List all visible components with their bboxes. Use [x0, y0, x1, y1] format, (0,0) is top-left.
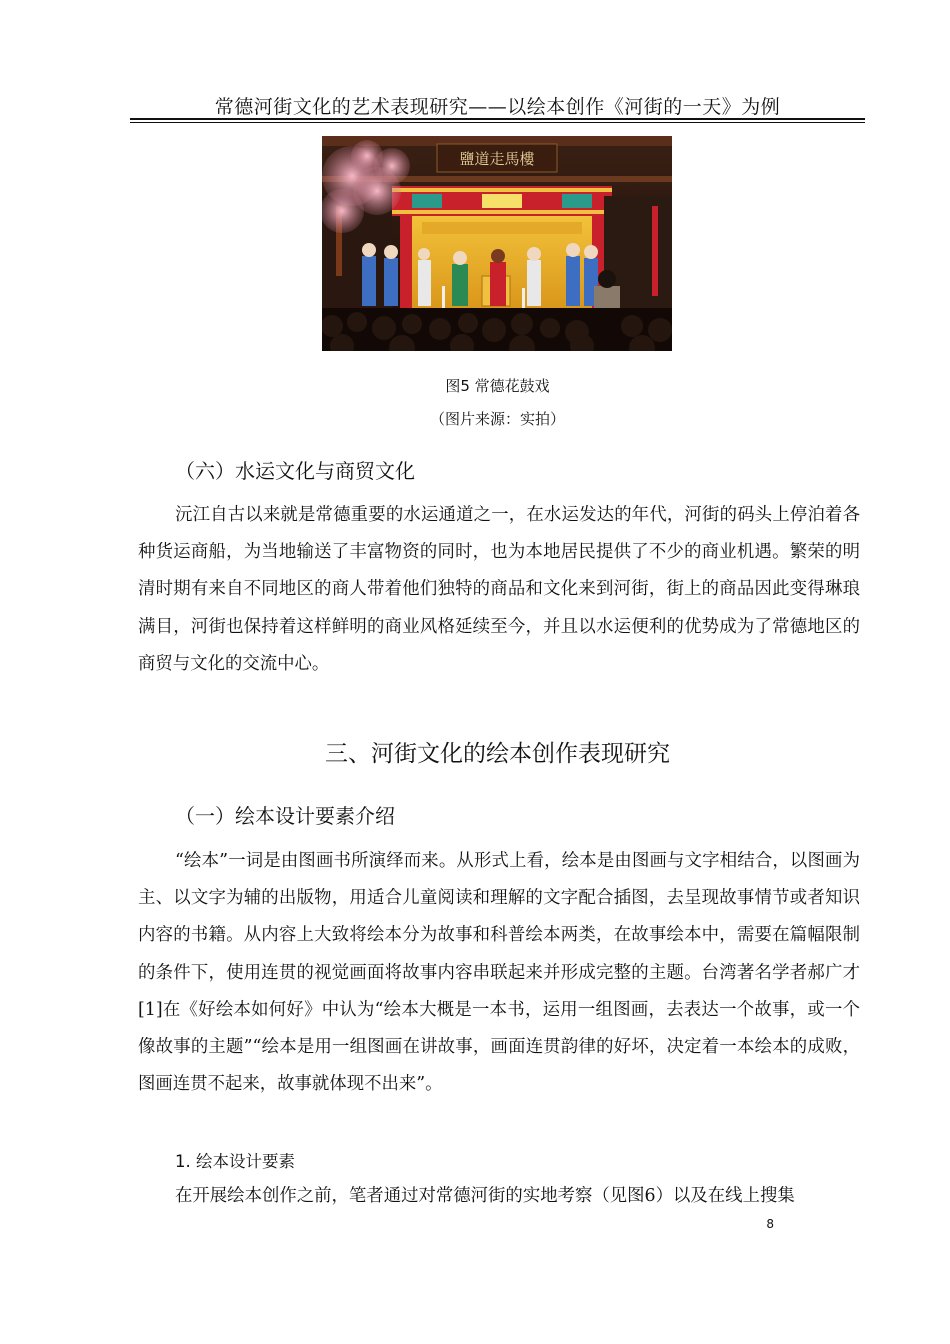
body-paragraph: 在开展绘本创作之前，笔者通过对常德河街的实地考察（见图6）以及在线上搜集	[175, 1186, 795, 1206]
opera-stage-photo	[322, 136, 672, 351]
section-heading-1: （一）绘本设计要素介绍	[175, 804, 395, 828]
running-header: 常德河街文化的艺术表现研究——以绘本创作《河街的一天》为例	[214, 96, 781, 118]
section-heading-6: （六）水运文化与商贸文化	[175, 459, 415, 483]
header-rule	[130, 118, 865, 120]
body-paragraph: 沅江自古以来就是常德重要的水运通道之一，在水运发达的年代，河街的码头上停泊着各种货运商船，为当地输送了丰富物资的同时，也为本地居民提供了不少的商业机遇。繁荣的明清时期有来自不同地区的商人带着他们独特的商品和文化来到河街，街上的商品因此变得琳琅满目，河街也保持着这样鲜明的商业风格延续至今，并且以水运便利的优势成为了常德地区的商贸与文化的交流中心。	[138, 505, 860, 674]
figure-caption: 图5 常德花鼓戏	[445, 377, 550, 395]
header-rule-thin	[130, 122, 865, 123]
stage-sign-text: 鹽道走馬樓	[459, 150, 535, 168]
chapter-heading: 三、河街文化的绘本创作表现研究	[325, 741, 670, 767]
body-paragraph: “绘本”一词是由图画书所演绎而来。从形式上看，绘本是由图画与文字相结合，以图画为主、以文字为辅的出版物，用适合儿童阅读和理解的文字配合插图，去呈现故事情节或者知识内容的书籍。从内容上大致将绘本分为故事和科普绘本两类，在故事绘本中，需要在篇幅限制的条件下，使用连贯的视觉画面将故事内容串联起来并形成完整的主题。台湾著名学者郝广才[1]在《好绘本如何好》中认为“绘本大概是一本书，运用一组图画，去表达一个故事，或一个像故事的主题”“绘本是用一组图画在讲故事，画面连贯韵律的好坏，决定着一本绘本的成败，图画连贯不起来，故事就体现不出来”。	[138, 851, 860, 1095]
subsection-heading: 1. 绘本设计要素	[175, 1152, 295, 1171]
page-number: 8	[766, 1217, 774, 1231]
figure-source: （图片来源：实拍）	[429, 410, 565, 428]
